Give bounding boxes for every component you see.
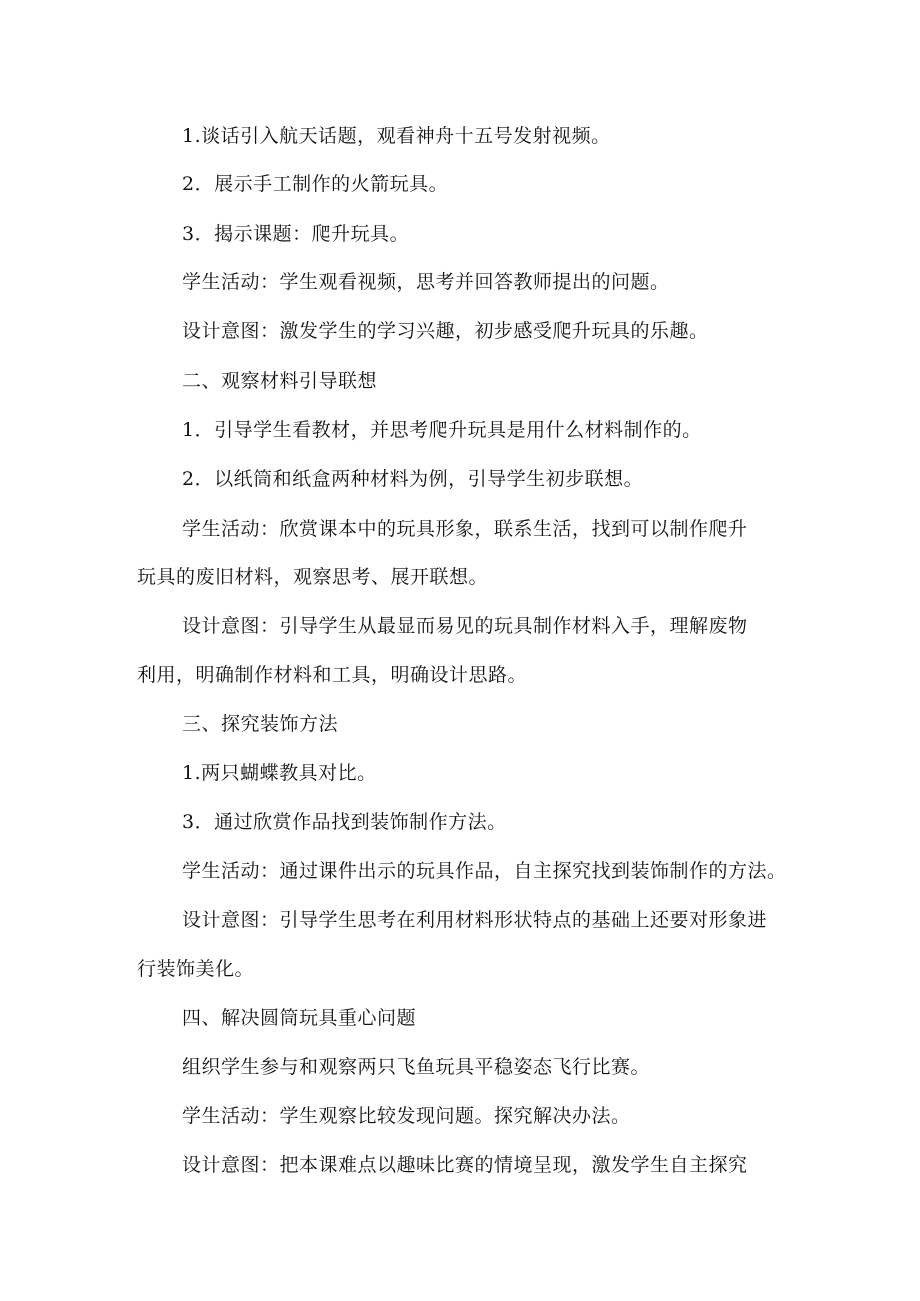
section-heading-3: 三、探究装饰方法 <box>182 713 339 735</box>
step-3-paragraph: 3．揭示课题：爬升玩具。 <box>182 223 410 245</box>
design-intent-continuation: 行装饰美化。 <box>137 958 255 980</box>
design-intent-continuation: 利用，明确制作材料和工具，明确设计思路。 <box>137 664 528 686</box>
design-intent-paragraph: 设计意图：引导学生思考在利用材料形状特点的基础上还要对形象进 <box>182 909 768 931</box>
student-activity-paragraph: 学生活动：学生观察比较发现问题。探究解决办法。 <box>182 1105 631 1127</box>
student-activity-paragraph: 学生活动：学生观看视频，思考并回答教师提出的问题。 <box>182 271 670 293</box>
design-intent-paragraph: 设计意图：激发学生的学习兴趣，初步感受爬升玩具的乐趣。 <box>182 320 709 342</box>
section-heading-4: 四、解决圆筒玩具重心问题 <box>182 1007 417 1029</box>
step-1-paragraph: 1.两只蝴蝶教具对比。 <box>182 762 377 784</box>
design-intent-paragraph: 设计意图：引导学生从最显而易见的玩具制作材料入手，理解废物 <box>182 615 748 637</box>
step-1-paragraph: 1.谈话引入航天话题，观看神舟十五号发射视频。 <box>182 125 611 147</box>
step-3-paragraph: 3．通过欣赏作品找到装饰制作方法。 <box>182 811 507 833</box>
activity-paragraph: 组织学生参与和观察两只飞鱼玩具平稳姿态飞行比赛。 <box>182 1056 651 1078</box>
step-2-paragraph: 2．以纸筒和纸盒两种材料为例，引导学生初步联想。 <box>182 468 644 490</box>
design-intent-paragraph: 设计意图：把本课难点以趣味比赛的情境呈现，激发学生自主探究 <box>182 1154 748 1176</box>
step-2-paragraph: 2．展示手工制作的火箭玩具。 <box>182 173 449 195</box>
student-activity-paragraph: 学生活动：欣赏课本中的玩具形象，联系生活，找到可以制作爬升 <box>182 518 748 540</box>
step-1-paragraph: 1．引导学生看教材，并思考爬升玩具是用什么材料制作的。 <box>182 419 702 441</box>
student-activity-paragraph: 学生活动：通过课件出示的玩具作品，自主探究找到装饰制作的方法。 <box>182 860 787 882</box>
student-activity-continuation: 玩具的废旧材料，观察思考、展开联想。 <box>137 566 489 588</box>
section-heading-2: 二、观察材料引导联想 <box>182 370 378 392</box>
